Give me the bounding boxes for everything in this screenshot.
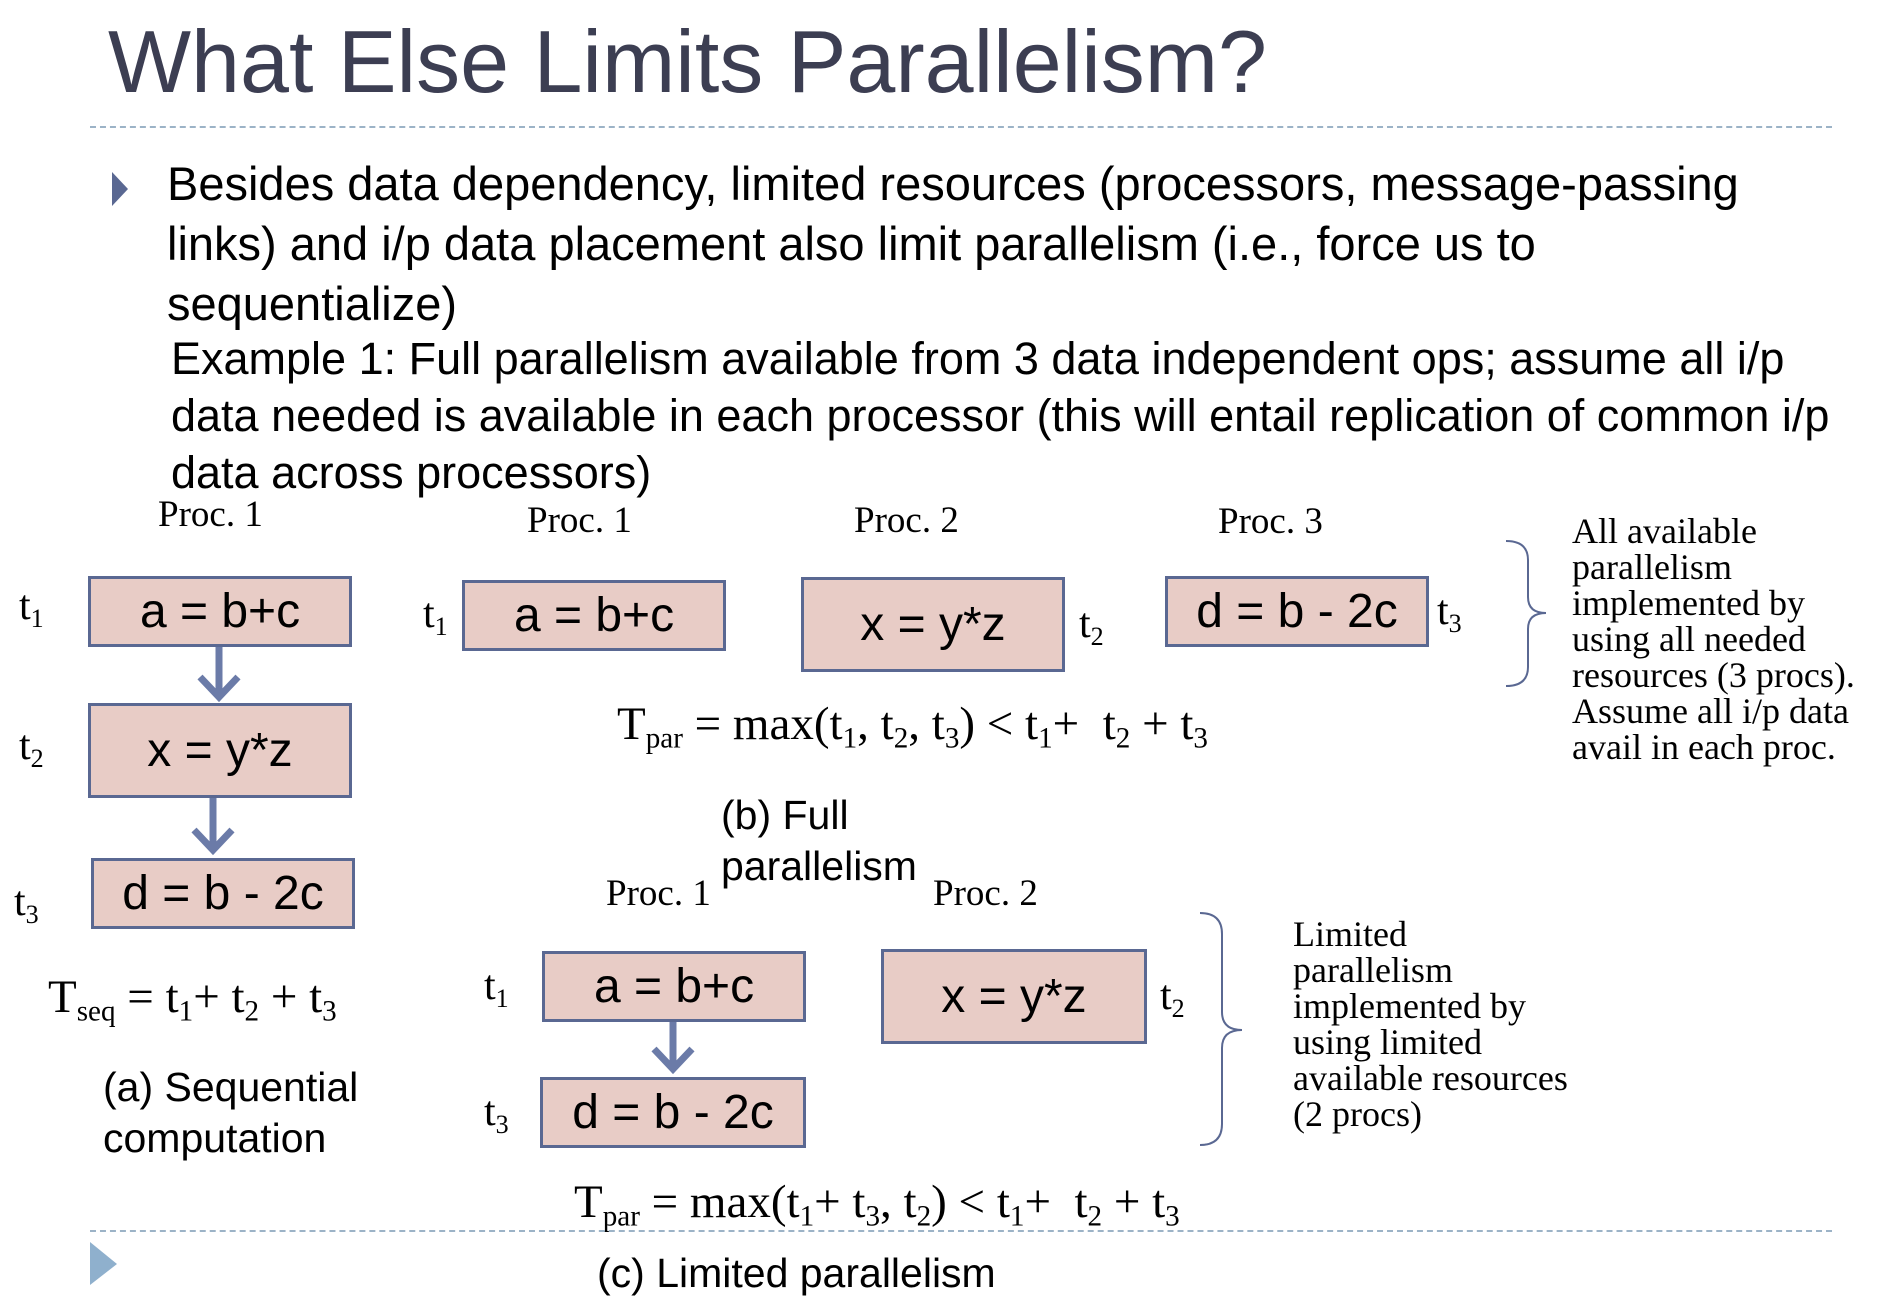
- slide-title: What Else Limits Parallelism?: [108, 12, 1267, 111]
- t3-label-a: $t_3$: [14, 879, 39, 929]
- op-box-a3: d = b - 2c: [91, 858, 355, 929]
- op-box-b2: x = y*z: [801, 577, 1065, 672]
- op-box-c2: x = y*z: [881, 949, 1147, 1044]
- t3-label-b: $t_3$: [1437, 588, 1462, 638]
- caption-c: (c) Limited parallelism: [597, 1250, 996, 1296]
- proc1-label-b: Proc. 1: [527, 500, 632, 541]
- formula-full: $T_{par} = \max(t_1$, $t_2$, $t_3) < t_1+ t_2 + t_3$: [617, 698, 1208, 755]
- proc2-label-b: Proc. 2: [854, 500, 959, 541]
- caption-b: (b) Full parallelism: [721, 792, 917, 889]
- note-full: All available parallelism implemented by using all needed resources (3 procs). Assume all i/p data avail in each proc.: [1572, 511, 1855, 767]
- t2-label-a: $t_2$: [19, 723, 44, 773]
- formula-limited: $T_{par} = \max(t_1+ t_3$, $t_2) < t_1+ t_2 + t_3$: [574, 1176, 1180, 1233]
- proc-label-a: Proc. 1: [158, 494, 263, 535]
- op-box-a2: x = y*z: [88, 703, 352, 798]
- op-box-c3: d = b - 2c: [540, 1077, 806, 1148]
- footer-divider: [90, 1230, 1832, 1232]
- arrow-t2-t3: [194, 798, 232, 850]
- t2-label-b: $t_2$: [1079, 601, 1104, 651]
- t1-label-a: $t_1$: [19, 583, 44, 633]
- proc3-label-b: Proc. 3: [1218, 501, 1323, 542]
- t1-label-b: $t_1$: [423, 591, 448, 641]
- caption-a: (a) Sequential computation: [103, 1064, 359, 1161]
- bullet-icon: [112, 172, 128, 206]
- brace-full: [1506, 541, 1546, 686]
- brace-limited: [1200, 913, 1242, 1145]
- op-box-b3: d = b - 2c: [1165, 576, 1429, 647]
- arrow-c-t1-t3: [654, 1018, 692, 1069]
- bullet-text: Besides data dependency, limited resources (processors, message-passing links) and i/p data placement also limit parallelism (i.e., force us to sequentialize): [167, 157, 1739, 330]
- arrow-t1-t2: [200, 645, 238, 697]
- proc2-label-c: Proc. 2: [933, 873, 1038, 914]
- note-limited: Limited parallelism implemented by using limited available resources (2 procs): [1293, 914, 1568, 1134]
- example-text: Example 1: Full parallelism available from 3 data independent ops; assume all i/p data needed is available in each processor (this will entail replication of common i/p data across processors): [171, 333, 1830, 498]
- next-slide-icon[interactable]: [90, 1242, 117, 1285]
- formula-seq: $T_{seq} = t_1+ t_2 + t_3$: [48, 971, 337, 1028]
- op-box-c1: a = b+c: [542, 951, 806, 1022]
- t1-label-c: $t_1$: [484, 963, 509, 1013]
- proc1-label-c: Proc. 1: [606, 873, 711, 914]
- op-box-a1: a = b+c: [88, 576, 352, 647]
- t2-label-c: $t_2$: [1160, 973, 1185, 1023]
- op-box-b1: a = b+c: [462, 580, 726, 651]
- t3-label-c: $t_3$: [484, 1089, 509, 1139]
